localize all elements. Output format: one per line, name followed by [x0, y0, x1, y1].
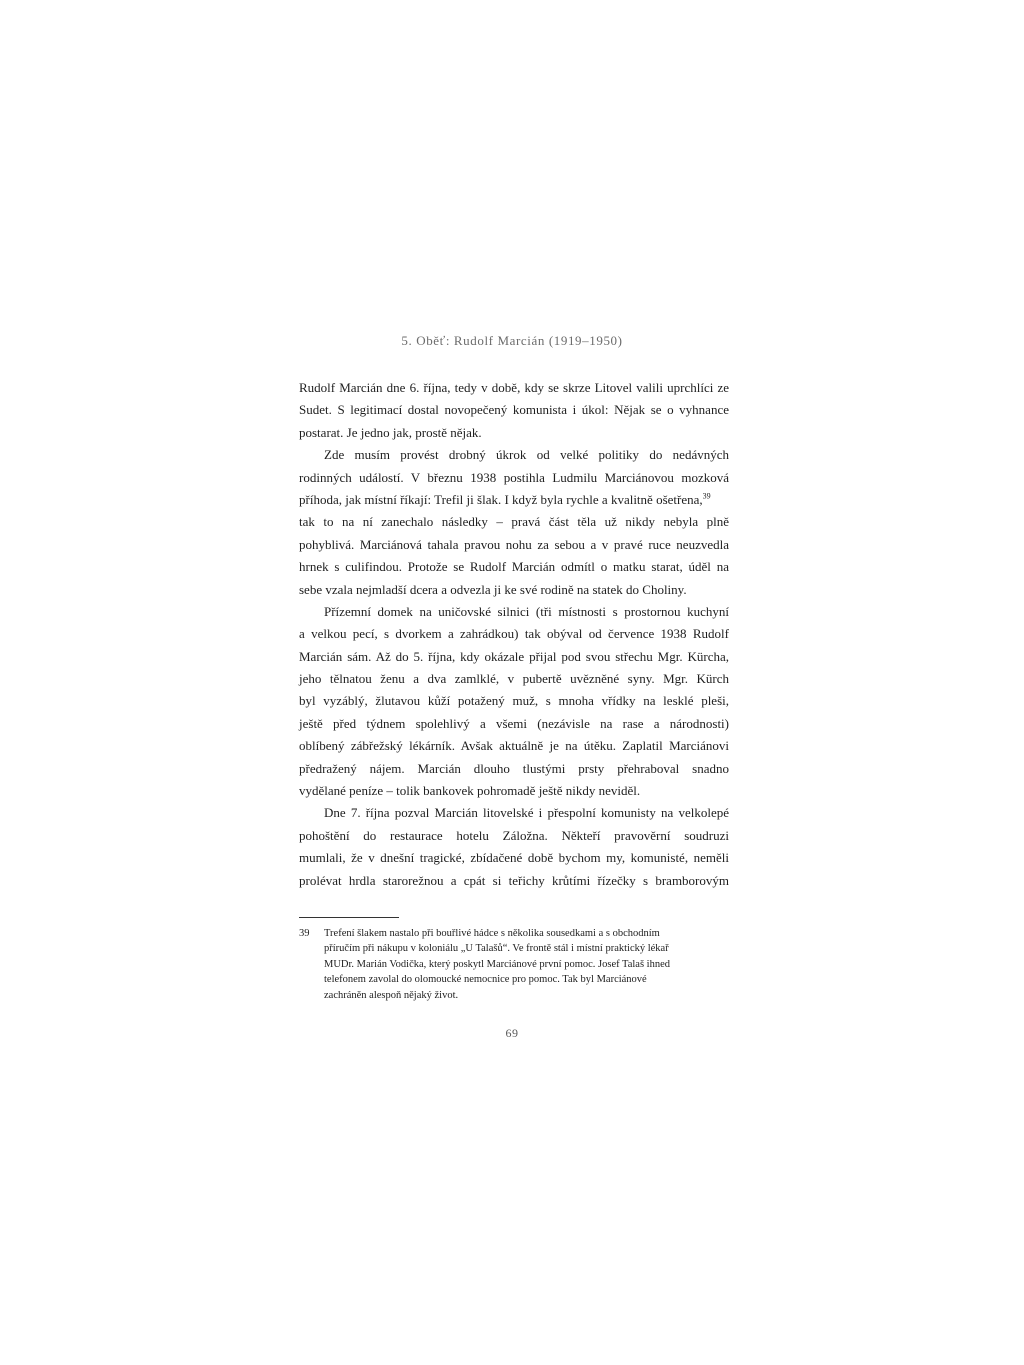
running-head: 5. Oběť: Rudolf Marcián (1919–1950) [401, 333, 623, 348]
footnote-line: příručím při nákupu v koloniálu „U Talašů“. Ve frontě stál i místní praktický lékař [324, 943, 669, 955]
footnote-line: MUDr. Marián Vodička, který poskytl Marciánové první pomoc. Josef Talaš ihned [324, 958, 670, 970]
text-line: Zde musím provést drobný úkrok od velké politiky do nedávných [324, 447, 729, 463]
text-line: byl vyzáblý, žlutavou kůží potažený muž, s mnoha vřídky na lesklé pleši, [299, 693, 729, 709]
text-line: předražený nájem. Marcián dlouho tlustými prsty přehraboval snadno [299, 760, 729, 776]
footnote-text [324, 926, 720, 1003]
footnote-divider [299, 917, 399, 918]
footnote-line: zachráněn alespoň nějaký život. [324, 989, 459, 1001]
text-line: Marcián sám. Až do 5. října, kdy okázale přijal pod svou střechu Mgr. Kürcha, [299, 648, 729, 664]
text-line: Dne 7. října pozval Marcián litovelské i přespolní komunisty na velkolepé [324, 805, 729, 821]
body-text [299, 377, 729, 892]
text-line: ještě před týdnem spolehlivý a všemi (nezávisle na rase a národnosti) [299, 715, 729, 731]
text-line: sebe vzala nejmladší dcera a odvezla ji ke své rodině na statek do Choliny. [299, 581, 687, 597]
text-line: postarat. Je jedno jak, prostě nějak. [299, 424, 482, 440]
text-line: Rudolf Marcián dne 6. října, tedy v době, kdy se skrze Litovel valili uprchlíci ze [299, 380, 729, 395]
text-line-text: příhoda, jak místní říkají: Trefil ji šlak. I když byla rychle a kvalitně ošetřena, [299, 491, 703, 507]
page-number: 69 [505, 1026, 519, 1040]
footnote-number: 39 [299, 928, 310, 939]
text-line: oblíbený zábřežský lékárník. Avšak aktuálně je na útěku. Zaplatil Marciánovi [299, 738, 729, 754]
text-line: mumlali, že v dnešní tragické, zbídačené době bychom my, komunisté, neměli [299, 850, 729, 866]
text-line: jeho tělnatou ženu a dva zamlklé, v pubertě uvězněné syny. Mgr. Kürch [299, 671, 729, 687]
text-line: a velkou pecí, s dvorkem a zahrádkou) tak obýval od července 1938 Rudolf [299, 626, 729, 642]
text-line: Sudet. S legitimací dostal novopečený komunista i úkol: Nějak se o vyhnance [299, 402, 729, 418]
text-line: Přízemní domek na uničovské silnici (tři místnosti s prostornou kuchyní [324, 603, 729, 619]
footnote-line: Trefení šlakem nastalo při bouřlivé hádce s několika sousedkami a s obchodním [324, 928, 660, 939]
text-line-with-footnote-ref [299, 489, 729, 511]
footnote-line: telefonem zavolal do olomoucké nemocnice pro pomoc. Tak byl Marciánové [324, 974, 647, 986]
text-line: pohoštění do restaurace hotelu Záložna. Někteří pravověrní soudruzi [299, 827, 729, 843]
text-line: vydělané peníze – tolik bankovek pohromadě ještě nikdy neviděl. [299, 783, 641, 799]
paragraph [299, 802, 729, 892]
footnote-reference[interactable]: 39 [702, 491, 711, 501]
paragraph [299, 377, 729, 444]
paragraph [299, 444, 729, 601]
text-line: pohyblivá. Marciánová tahala pravou nohu za sebou a v pravé ruce neuzvedla [299, 536, 729, 552]
paragraph [299, 601, 729, 803]
text-line: prolévat hrdla starorežnou a cpát si teřichy krůtími řízečky s bramborovým [299, 872, 729, 888]
text-line: hrnek s culifindou. Protože se Rudolf Marcián odmítl o matku starat, úděl na [299, 559, 729, 575]
text-line: tak to na ní zanechalo následky – pravá část těla už nikdy nebyla plně [299, 514, 729, 530]
text-line: rodinných událostí. V březnu 1938 postihla Ludmilu Marciánovou mozková [299, 469, 729, 485]
